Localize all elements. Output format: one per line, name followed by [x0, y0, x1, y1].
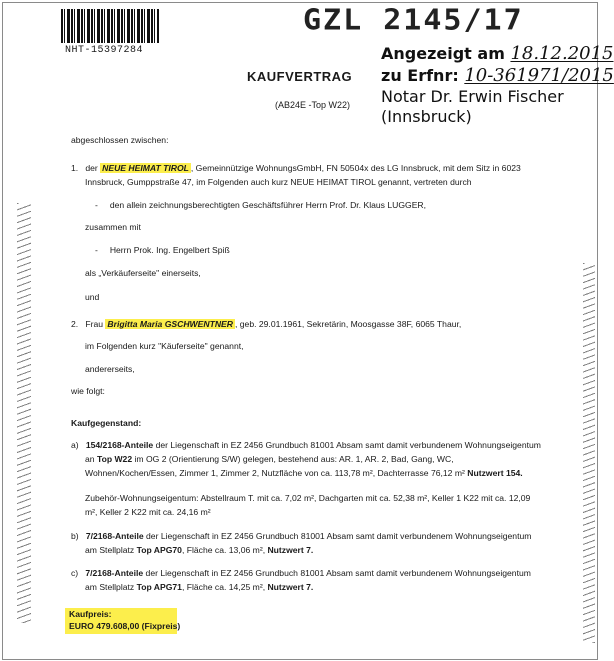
document-subtitle: (AB24E -Top W22): [275, 100, 351, 110]
item-a-line2-text: im OG 2 (Orientierung S/W) gelegen, bestehend aus: AR. 1, AR. 2, Bad, Gang, WC,: [132, 454, 454, 464]
price-value: EURO 479.608,00 (Fixpreis): [69, 621, 181, 631]
party1-role: als „Verkäuferseite" einerseits,: [85, 268, 201, 278]
item-a-top: Top W22: [96, 454, 133, 464]
gzl-stamp: GZL 2145/17: [303, 3, 524, 38]
item-a-line3-text: Wohnen/Kochen/Essen, Zimmer 1, Zimmer 2, Nutzfläche von ca. 113,78 m², Dachterrasse 76,12 m²: [85, 468, 468, 478]
stamp-erfnr-value: 10-361971/2015: [464, 65, 614, 86]
party2-role: andererseits,: [85, 364, 135, 374]
party1-together: zusammen mit: [85, 222, 141, 232]
item-a-zub1: Zubehör-Wohnungseigentum: Abstellraum T. mit ca. 7,02 m², Dachgarten mit ca. 52,38 m², Keller 1 K22 mit ca. 12,09: [85, 493, 531, 503]
party1-rep2: - Herrn Prok. Ing. Engelbert Spiß: [95, 245, 230, 255]
party1-number: 1.: [71, 163, 79, 173]
stamp-date: 18.12.2015: [510, 43, 614, 64]
stamp-label-angezeigt: Angezeigt am: [381, 44, 505, 63]
binding-tape-left: [17, 203, 31, 623]
document-title: KAUFVERTRAG: [247, 69, 353, 84]
notar-city: (Innsbruck): [381, 107, 472, 126]
party1-rep1-text: den allein zeichnungsberechtigten Geschäftsführer Herrn Prof. Dr. Klaus LUGGER,: [109, 200, 427, 210]
item-c-nutzwert: Nutzwert 7.: [267, 582, 314, 592]
item-b-line1: [71, 531, 531, 541]
barcode-image: [61, 9, 159, 43]
party1-rep2-text: Herrn Prok. Ing. Engelbert Spiß: [109, 245, 230, 255]
item-c-line1: [71, 568, 531, 578]
party2-line2: im Folgenden kurz "Käuferseite" genannt,: [85, 341, 244, 351]
price-label: Kaufpreis:: [69, 609, 112, 619]
item-c-line1-text: der Liegenschaft in EZ 2456 Grundbuch 81001 Absam samt damit verbundenem Wohnungseigentum: [143, 568, 531, 578]
item-b-label: b): [71, 531, 79, 541]
notar-name: Notar Dr. Erwin Fischer: [381, 87, 564, 106]
stamp-label-erfnr: zu Erfnr:: [381, 66, 459, 85]
item-a-label: a): [71, 440, 79, 450]
item-b-line2: [85, 545, 313, 555]
party1-pre: der: [85, 163, 98, 173]
party1-name: NEUE HEIMAT TIROL: [102, 163, 189, 173]
item-a-line2-pre: an: [85, 454, 97, 464]
item-a-share: 154/2168-Anteile: [85, 440, 154, 450]
item-c-top: Top APG71: [136, 582, 182, 592]
item-b-top: Top APG70: [136, 545, 182, 555]
und-text: und: [85, 292, 100, 302]
item-b-line1-text: der Liegenschaft in EZ 2456 Grundbuch 81001 Absam samt damit verbundenem Wohnungseigentum: [143, 531, 532, 541]
follows-text: wie folgt:: [71, 386, 105, 396]
item-b-share: 7/2168-Anteile: [85, 531, 144, 541]
party1-line1: [71, 163, 521, 173]
party2-line1: [71, 319, 461, 329]
barcode-id: NHT-15397284: [65, 45, 144, 56]
section-title: Kaufgegenstand:: [71, 418, 142, 428]
item-b-line2-text: , Fläche ca. 13,06 m²,: [181, 545, 268, 555]
binding-tape-right: [583, 263, 595, 643]
item-b-nutzwert: Nutzwert 7.: [267, 545, 314, 555]
item-c-line2-pre: am Stellplatz: [85, 582, 137, 592]
party2-rest: , geb. 29.01.1961, Sekretärin, Moosgasse 38F, 6065 Thaur,: [234, 319, 462, 329]
document-page: [2, 2, 614, 660]
item-a-line1-text: der Liegenschaft in EZ 2456 Grundbuch 81001 Absam samt damit verbundenem Wohnungseigentum: [153, 440, 541, 450]
item-a-line2: [85, 454, 454, 464]
item-c-line2: [85, 582, 313, 592]
party2-name: Brigitta Maria GSCHWENTNER: [107, 319, 233, 329]
item-c-label: c): [71, 568, 79, 578]
party1-rep1: - den allein zeichnungsberechtigten Geschäftsführer Herrn Prof. Dr. Klaus LUGGER,: [95, 200, 427, 210]
item-b-line2-pre: am Stellplatz: [85, 545, 137, 555]
stamp-angezeigt: [381, 43, 614, 64]
party1-line2: Innsbruck, Gumppstraße 47, im Folgenden auch kurz NEUE HEIMAT TIROL genannt, vertreten durch: [85, 177, 472, 187]
item-a-line3: [85, 468, 523, 478]
item-c-line2-text: , Fläche ca. 14,25 m²,: [181, 582, 268, 592]
party2-number: 2.: [71, 319, 79, 329]
item-a-nutzwert: Nutzwert 154.: [467, 468, 523, 478]
stamp-erfnr: [381, 65, 614, 86]
item-a-line1: [71, 440, 541, 450]
party1-rest: , Gemeinnützige WohnungsGmbH, FN 50504x des LG Innsbruck, mit dem Sitz in 6023: [190, 163, 521, 173]
intro-text: abgeschlossen zwischen:: [71, 135, 169, 145]
item-a-zub2: m², Keller 2 K22 mit ca. 24,16 m²: [85, 507, 211, 517]
item-c-share: 7/2168-Anteile: [85, 568, 144, 578]
party2-pre: Frau: [85, 319, 104, 329]
